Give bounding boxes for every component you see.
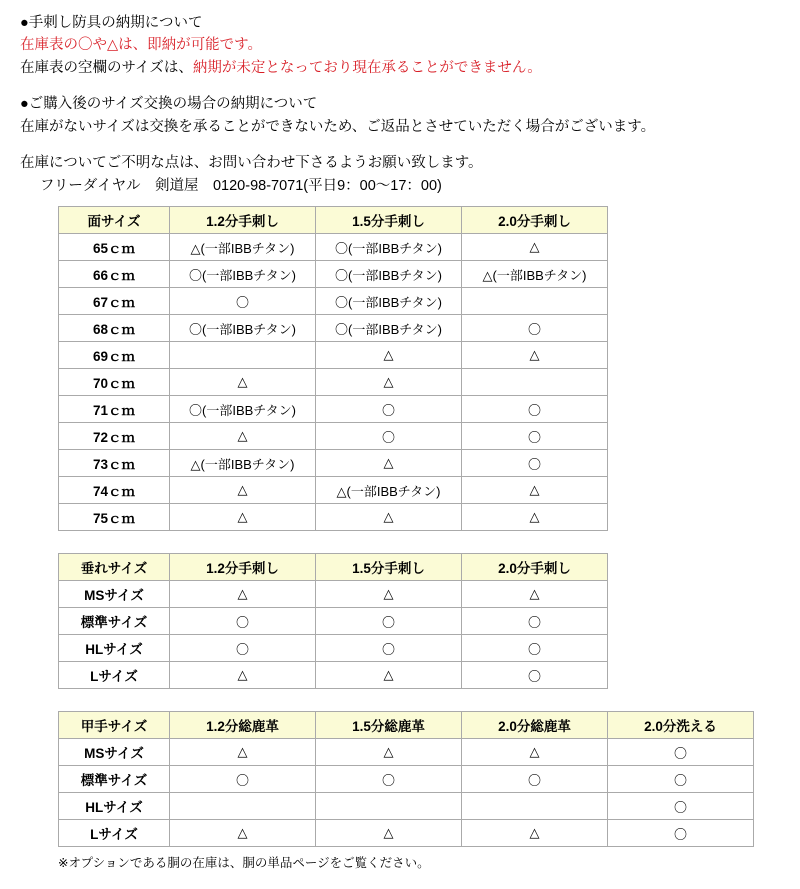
tare-cell: 〇 [170,635,316,662]
footnote-option-do: ※オプションである胴の在庫は、胴の単品ページをご覧ください。 [58,856,430,871]
men-row-size: 65ｃｍ [59,234,170,261]
kote-header-col3: 2.0分総鹿革 [462,712,608,739]
men-cell: 〇(一部IBBチタン) [170,315,316,342]
table-row [59,450,608,477]
kote-cell: 〇 [608,766,754,793]
table-row [59,608,608,635]
kote-cell: △ [170,820,316,847]
table-row [59,477,608,504]
table-row [59,504,608,531]
table-header-row [59,554,608,581]
tare-table-body [59,581,608,689]
tare-size-table [58,553,608,689]
table-row [59,793,754,820]
tare-table-head [59,554,608,581]
kote-header-size: 甲手サイズ [59,712,170,739]
men-cell: △ [170,369,316,396]
spacer-2 [20,138,780,152]
heading-delivery: ●手刺し防具の納期について [20,15,203,31]
men-row-size: 75ｃｍ [59,504,170,531]
tare-header-size: 垂れサイズ [59,554,170,581]
men-cell: △ [316,342,462,369]
men-row-size: 70ｃｍ [59,369,170,396]
men-table-body [59,234,608,531]
kote-cell: △ [462,739,608,766]
note-contact: 在庫についてご不明な点は、お問い合わせ下さるようお願い致します。 [20,155,483,172]
tare-cell: 〇 [462,608,608,635]
kote-row-size: HLサイズ [59,793,170,820]
men-cell: 〇(一部IBBチタン) [316,288,462,315]
men-header-col1: 1.2分手刺し [170,207,316,234]
men-cell: △ [462,234,608,261]
tare-header-col2: 1.5分手刺し [316,554,462,581]
men-cell: △(一部IBBチタン) [316,477,462,504]
tare-row-size: 標準サイズ [59,608,170,635]
table-row [59,315,608,342]
men-row-size: 66ｃｍ [59,261,170,288]
kote-size-table [58,711,754,847]
tare-header-col1: 1.2分手刺し [170,554,316,581]
kote-cell [170,793,316,820]
men-cell: 〇(一部IBBチタン) [316,261,462,288]
men-row-size: 68ｃｍ [59,315,170,342]
kote-cell [316,793,462,820]
men-cell: △ [462,342,608,369]
men-cell: 〇 [316,423,462,450]
spacer-1 [20,79,780,93]
kote-header-col2: 1.5分総鹿革 [316,712,462,739]
tare-header-col3: 2.0分手刺し [462,554,608,581]
table-row [59,342,608,369]
men-row-size: 69ｃｍ [59,342,170,369]
men-header-col3: 2.0分手刺し [462,207,608,234]
table-row [59,423,608,450]
men-cell: △(一部IBBチタン) [462,261,608,288]
table-row [59,234,608,261]
table-row [59,739,754,766]
tare-row-size: MSサイズ [59,581,170,608]
kote-cell: △ [316,739,462,766]
note-exchange-policy: 在庫がないサイズは交換を承ることができないため、ご返品とさせていただく場合がございます。 [20,118,656,135]
men-cell: 〇 [462,315,608,342]
men-cell [462,288,608,315]
contact-phone: フリーダイヤル 剣道屋 0120-98-7071(平日9：00〜17：00) [40,177,442,194]
table-header-row [59,207,608,234]
men-row-size: 72ｃｍ [59,423,170,450]
table-row [59,820,754,847]
table-row [59,261,608,288]
men-cell: △ [316,504,462,531]
men-cell: 〇 [170,288,316,315]
men-row-size: 73ｃｍ [59,450,170,477]
men-cell: 〇(一部IBBチタン) [170,396,316,423]
men-cell: 〇(一部IBBチタン) [170,261,316,288]
tare-row-size: Lサイズ [59,662,170,689]
men-cell [462,369,608,396]
men-row-size: 71ｃｍ [59,396,170,423]
men-cell: △ [316,450,462,477]
kote-row-size: Lサイズ [59,820,170,847]
men-cell: △ [170,423,316,450]
table-row [59,288,608,315]
kote-table-body [59,739,754,847]
men-cell [170,342,316,369]
kote-cell: △ [462,820,608,847]
spacer-3 [0,197,800,206]
tare-cell: 〇 [170,608,316,635]
tare-row-size: HLサイズ [59,635,170,662]
men-cell: △ [316,369,462,396]
table-row [59,581,608,608]
tare-cell: 〇 [316,608,462,635]
tare-cell: △ [316,662,462,689]
tare-cell: 〇 [462,635,608,662]
tare-cell: △ [316,581,462,608]
kote-cell: 〇 [170,766,316,793]
table-row [59,766,754,793]
kote-cell: △ [316,820,462,847]
men-cell: △ [170,504,316,531]
intro-section [0,0,800,197]
note-blank-cells-part1: 在庫表の空欄のサイズは、 [20,59,193,76]
note-blank-cells [20,57,780,79]
men-header-size: 面サイズ [59,207,170,234]
men-cell: 〇 [462,450,608,477]
men-cell: 〇 [462,423,608,450]
men-cell: △ [462,504,608,531]
table-row [59,369,608,396]
table-header-row [59,712,754,739]
kote-cell: 〇 [316,766,462,793]
kote-table-head [59,712,754,739]
kote-cell: △ [170,739,316,766]
kote-row-size: MSサイズ [59,739,170,766]
tare-cell: △ [462,581,608,608]
note-immediate-delivery: 在庫表の〇や△は、即納が可能です。 [20,37,262,54]
heading-size-exchange: ●ご購入後のサイズ交換の場合の納期について [20,96,318,113]
kote-cell: 〇 [608,820,754,847]
kote-header-col1: 1.2分総鹿革 [170,712,316,739]
table-row [59,662,608,689]
men-cell: 〇(一部IBBチタン) [316,234,462,261]
men-cell: △ [170,477,316,504]
men-cell: △(一部IBBチタン) [170,234,316,261]
kote-row-size: 標準サイズ [59,766,170,793]
spacer-4 [0,531,800,553]
men-size-table [58,206,608,531]
table-row [59,396,608,423]
spacer-5 [0,689,800,711]
men-cell: 〇(一部IBBチタン) [316,315,462,342]
men-header-col2: 1.5分手刺し [316,207,462,234]
table-row [59,635,608,662]
tare-cell: △ [170,662,316,689]
kote-cell: 〇 [608,793,754,820]
kote-header-col4: 2.0分洗える [608,712,754,739]
men-cell: △(一部IBBチタン) [170,450,316,477]
men-row-size: 67ｃｍ [59,288,170,315]
note-blank-cells-part2: 納期が未定となっており現在承ることができません。 [192,59,542,76]
men-row-size: 74ｃｍ [59,477,170,504]
tare-cell: 〇 [316,635,462,662]
kote-cell: 〇 [462,766,608,793]
men-table-head [59,207,608,234]
tare-cell: △ [170,581,316,608]
kote-cell [462,793,608,820]
tare-cell: 〇 [462,662,608,689]
men-cell: △ [462,477,608,504]
kote-cell: 〇 [608,739,754,766]
men-cell: 〇 [462,396,608,423]
men-cell: 〇 [316,396,462,423]
